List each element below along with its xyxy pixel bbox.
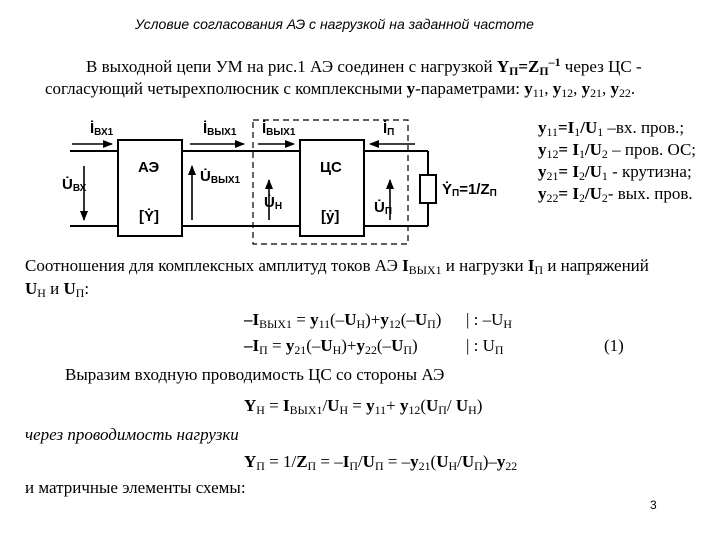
yp-formula: $Y_П = 1/Z_П = -I_П/U_П = -y_{21}(U_Н/U_П)-y_{22}$: [244, 452, 518, 473]
equation-2: $-I_П = y_{21}(-U_Н)+y_{22}(-U_П)$: [244, 336, 418, 357]
page-number: 3: [650, 498, 657, 512]
u-p-label: U̇П: [374, 199, 393, 217]
param-y11: $y_{11}=I_1/U_1$ –вх. пров.;: [538, 118, 685, 139]
param-y22: $y_{22}= I_2/U_2-$ вых. пров.: [538, 184, 693, 205]
intro-line-1: В выходной цепи УМ на рис.1 АЭ соединен с нагрузкой $Y_П=Z_П^{-1}$ через ЦС -: [86, 55, 642, 78]
eq2-op-text: | : U: [466, 336, 495, 355]
relations-line-2: $U_Н$ и $U_П$:: [25, 279, 90, 300]
param-list: [538, 117, 696, 205]
intro-text-c: согласующий четырехполюсник с комплексными: [45, 79, 407, 98]
i-p-label: İП: [383, 120, 395, 138]
equation-1: $-I_{ВЫХ1} = y_{11}(-U_Н)+y_{12}(-U_П)$: [244, 310, 442, 331]
relations-text-a: Соотношения для комплексных амплитуд токов АЭ: [25, 256, 403, 275]
intro-text-b: через ЦС -: [560, 57, 642, 76]
i-vyx1-right-label: İВЫХ1: [262, 120, 296, 138]
relations-line-1: Соотношения для комплексных амплитуд токов АЭ $I_{ВЫХ1}$ и нагрузки $I_П$ и напряжений: [25, 256, 649, 277]
cs-matrix-label: [ẏ]: [321, 208, 340, 225]
relations-text-b: и нагрузки: [441, 256, 528, 275]
intro-line-2: согласующий четырехполюсник с комплексными y-параметрами: $y_{11}$, $y_{12}$, $y_{21}$, $y_{22}$.: [45, 79, 636, 100]
equation-2-op: | : $U_П$: [466, 336, 504, 357]
eq1-op-text: | : –U: [466, 310, 504, 329]
input-admittance-text: Выразим входную проводимость ЦС со стороны АЭ: [65, 365, 445, 384]
cs-label: ЦС: [320, 159, 342, 176]
u-vyx1-label: U̇ВЫХ1: [200, 168, 241, 186]
intro-text-d: -параметрами:: [415, 79, 525, 98]
relations-and: и: [45, 279, 64, 298]
load-resistor: [420, 175, 436, 203]
yn-formula: $Y_Н = I_{ВЫХ1}/U_Н = y_{11}+ y_{12}(U_П/$ $U_Н$): [244, 396, 483, 417]
y-load-label: ẎП=1/ZП: [442, 181, 497, 199]
u-n-label: U̇Н: [264, 194, 283, 212]
u-vx-label: U̇ВХ: [62, 176, 87, 194]
ae-label: АЭ: [138, 159, 160, 176]
intro-text-a: В выходной цепи УМ на рис.1 АЭ соединен с нагрузкой: [86, 57, 497, 76]
slide-title: Условие согласования АЭ с нагрузкой на заданной частоте: [135, 16, 534, 32]
i-vx-label: İВХ1: [90, 120, 114, 138]
relations-text-c: и напряжений: [543, 256, 649, 275]
ae-matrix-label: [Ẏ]: [139, 208, 159, 225]
param-y12: $y_{12}= I_1/U_2$ – пров. ОС;: [538, 140, 697, 161]
matrix-elements-text: и матричные элементы схемы:: [25, 478, 246, 497]
equation-number: (1): [604, 336, 624, 355]
param-y21: $y_{21}= I_2/U_1$ - крутизна;: [538, 162, 692, 183]
i-vyx1-left-label: İВЫХ1: [203, 120, 237, 138]
via-load-text: через проводимость нагрузки: [25, 425, 239, 444]
equation-1-op: | : $-U_Н$: [466, 310, 512, 331]
